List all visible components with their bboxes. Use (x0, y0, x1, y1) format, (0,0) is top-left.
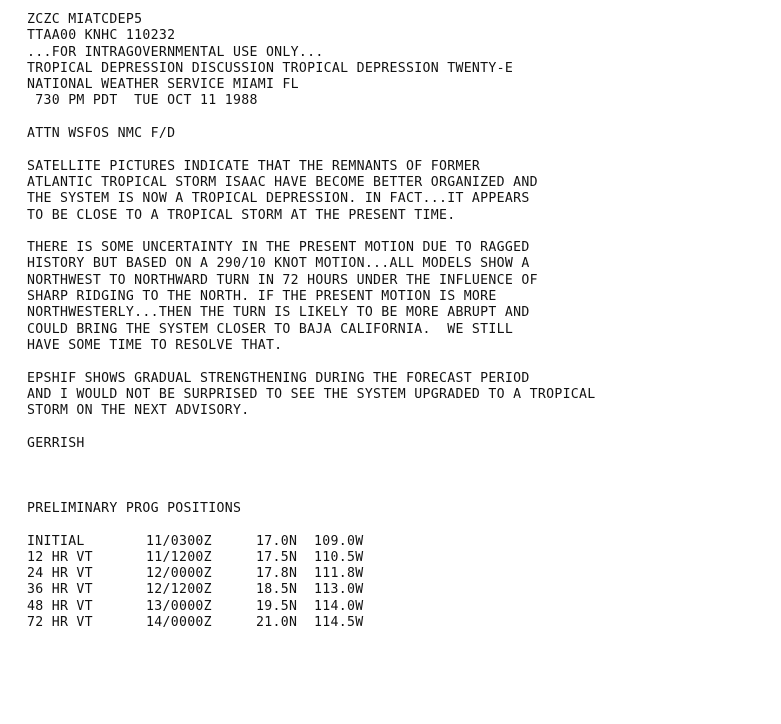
paragraph-line: STORM ON THE NEXT ADVISORY. (27, 403, 250, 419)
header-line: NATIONAL WEATHER SERVICE MIAMI FL (27, 77, 299, 93)
forecast-hour-cell: 72 HR VT (27, 614, 93, 630)
latitude-cell: 19.5N (256, 598, 298, 614)
forecast-hour-cell: 36 HR VT (27, 582, 93, 598)
attention-line: ATTN WSFOS NMC F/D (27, 126, 176, 142)
discussion-paragraph (27, 240, 772, 354)
longitude-cell: 110.5W (314, 549, 364, 565)
paragraph-line: NORTHWESTERLY...THEN THE TURN IS LIKELY TO BE MORE ABRUPT AND (27, 305, 530, 321)
header-line: TROPICAL DEPRESSION DISCUSSION TROPICAL DEPRESSION TWENTY-E (27, 60, 514, 76)
paragraph-line: TO BE CLOSE TO A TROPICAL STORM AT THE PRESENT TIME. (27, 207, 456, 223)
paragraph-line: EPSHIF SHOWS GRADUAL STRENGTHENING DURING THE FORECAST PERIOD (27, 370, 530, 386)
valid-time-cell: 11/0300Z (146, 533, 212, 549)
latitude-cell: 21.0N (256, 614, 298, 630)
paragraph-line: THE SYSTEM IS NOW A TROPICAL DEPRESSION. IN FACT...IT APPEARS (27, 191, 530, 207)
paragraph-line: THERE IS SOME UNCERTAINTY IN THE PRESENT MOTION DUE TO RAGGED (27, 240, 530, 256)
forecast-hour-cell: 24 HR VT (27, 566, 93, 582)
valid-time-cell: 12/1200Z (146, 582, 212, 598)
forecast-hour-cell: INITIAL (27, 533, 85, 549)
paragraph-line: NORTHWEST TO NORTHWARD TURN IN 72 HOURS UNDER THE INFLUENCE OF (27, 272, 538, 288)
paragraph-line: HISTORY BUT BASED ON A 290/10 KNOT MOTION...ALL MODELS SHOW A (27, 256, 530, 272)
table-row (27, 566, 394, 582)
valid-time-cell: 11/1200Z (146, 549, 212, 565)
latitude-cell: 17.5N (256, 549, 298, 565)
latitude-cell: 17.8N (256, 566, 298, 582)
longitude-cell: 114.0W (314, 598, 364, 614)
latitude-cell: 17.0N (256, 533, 298, 549)
paragraph-line: SATELLITE PICTURES INDICATE THAT THE REMNANTS OF FORMER (27, 158, 481, 174)
paragraph-line: HAVE SOME TIME TO RESOLVE THAT. (27, 337, 283, 353)
table-row (27, 599, 394, 615)
paragraph-line: ATLANTIC TROPICAL STORM ISAAC HAVE BECOME BETTER ORGANIZED AND (27, 174, 538, 190)
longitude-cell: 114.5W (314, 614, 364, 630)
bulletin-header (27, 12, 772, 110)
forecaster-signature: GERRISH (27, 435, 85, 451)
longitude-cell: 113.0W (314, 582, 364, 598)
discussion-paragraph (27, 159, 772, 224)
paragraph-line: AND I WOULD NOT BE SURPRISED TO SEE THE SYSTEM UPGRADED TO A TROPICAL (27, 386, 596, 402)
valid-time-cell: 13/0000Z (146, 598, 212, 614)
header-line: 730 PM PDT TUE OCT 11 1988 (27, 93, 258, 109)
forecast-hour-cell: 48 HR VT (27, 598, 93, 614)
valid-time-cell: 12/0000Z (146, 566, 212, 582)
latitude-cell: 18.5N (256, 582, 298, 598)
header-line: ...FOR INTRAGOVERNMENTAL USE ONLY... (27, 44, 324, 60)
table-row (27, 534, 394, 550)
table-row (27, 550, 394, 566)
paragraph-line: COULD BRING THE SYSTEM CLOSER TO BAJA CALIFORNIA. WE STILL (27, 321, 514, 337)
paragraph-line: SHARP RIDGING TO THE NORTH. IF THE PRESENT MOTION IS MORE (27, 289, 497, 305)
longitude-cell: 111.8W (314, 566, 364, 582)
header-line: TTAA00 KNHC 110232 (27, 28, 176, 44)
forecast-hour-cell: 12 HR VT (27, 549, 93, 565)
valid-time-cell: 14/0000Z (146, 614, 212, 630)
header-line: ZCZC MIATCDEP5 (27, 12, 143, 27)
table-row (27, 615, 394, 631)
discussion-document (27, 12, 772, 631)
longitude-cell: 109.0W (314, 533, 364, 549)
discussion-paragraph (27, 371, 772, 420)
prog-positions-title: PRELIMINARY PROG POSITIONS (27, 500, 242, 516)
prog-positions-table (27, 534, 394, 632)
table-row (27, 582, 394, 598)
